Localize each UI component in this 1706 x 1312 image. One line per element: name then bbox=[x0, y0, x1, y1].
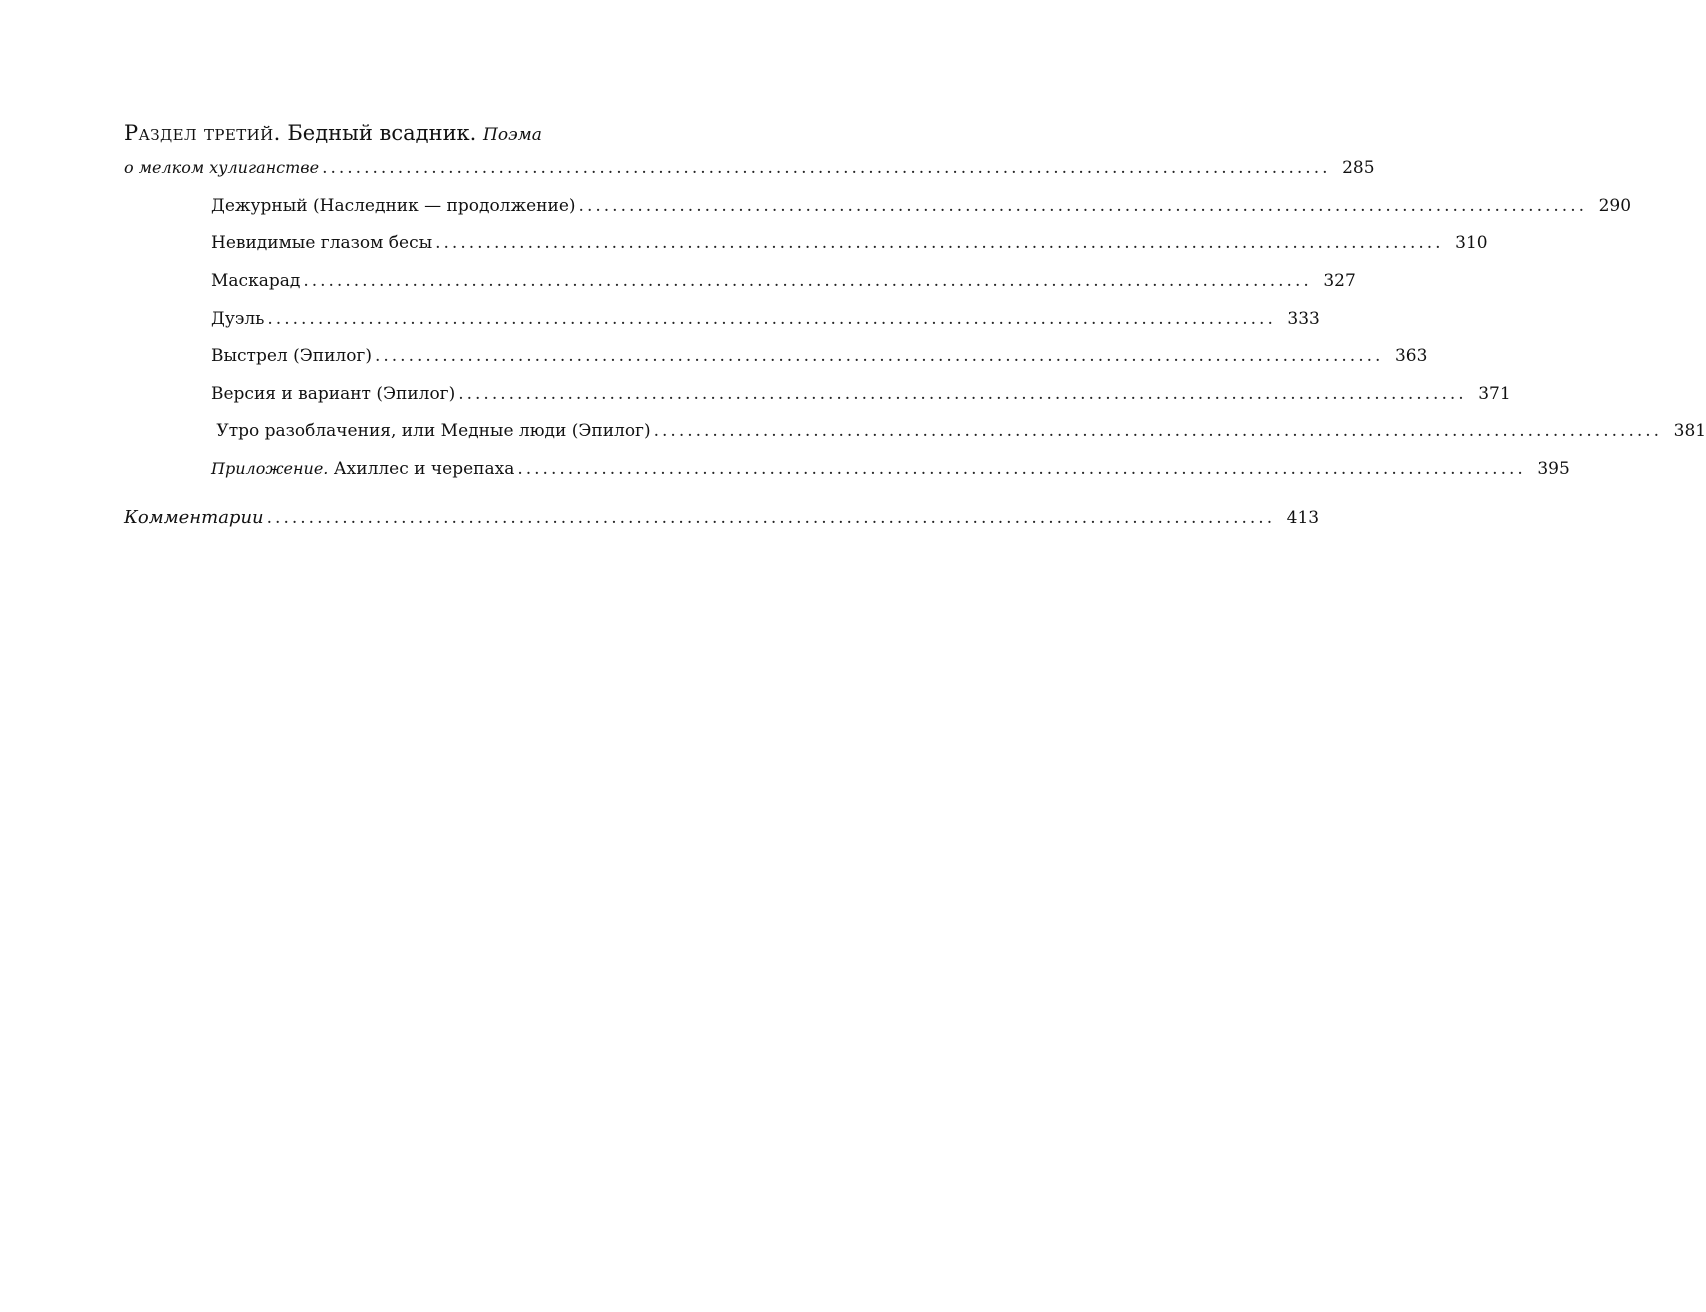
toc-page-number: 310 bbox=[1455, 233, 1488, 253]
toc-entry[interactable] bbox=[211, 193, 1632, 219]
toc-page-number: 381 bbox=[1673, 421, 1706, 441]
toc-entry-title bbox=[211, 456, 514, 482]
leader-dots: ........................................................................................................................ bbox=[517, 459, 1526, 479]
leader-dots: ........................................................................................................................ bbox=[653, 421, 1663, 441]
section-title: Бедный всадник. bbox=[287, 121, 477, 145]
toc-entry-subtitle-continuation[interactable] bbox=[124, 155, 1375, 181]
toc-entry[interactable] bbox=[211, 381, 1511, 407]
toc-page-number: 333 bbox=[1287, 309, 1320, 329]
toc-page-number: 285 bbox=[1342, 158, 1375, 178]
section-heading bbox=[124, 118, 744, 150]
toc-entry-title: Маскарад bbox=[211, 271, 301, 291]
section-subtitle: Поэма bbox=[483, 125, 542, 145]
toc-entry-title: Комментарии bbox=[124, 507, 264, 528]
toc-page-number: 413 bbox=[1286, 508, 1320, 528]
toc-page-number: 363 bbox=[1394, 346, 1428, 366]
toc-entry-title: Дежурный (Наследник — продолжение) bbox=[211, 196, 576, 216]
toc-entry-title: Невидимые глазом бесы bbox=[211, 233, 433, 253]
toc-entry-title: Дуэль bbox=[211, 309, 265, 329]
toc-page-number: 395 bbox=[1537, 459, 1570, 479]
toc-entry[interactable] bbox=[211, 268, 1356, 294]
leader-dots: ........................................................................................................................ bbox=[267, 309, 1276, 329]
leader-dots: ........................................................................................................................ bbox=[266, 508, 1276, 528]
toc-entry[interactable] bbox=[211, 306, 1320, 332]
toc-page-number: 290 bbox=[1598, 196, 1632, 216]
toc-entry-appendix[interactable] bbox=[211, 456, 1570, 482]
toc-entry-title: Выстрел (Эпилог) bbox=[211, 346, 372, 366]
leader-dots: ........................................................................................................................ bbox=[578, 196, 1588, 216]
toc-page-number: 371 bbox=[1478, 384, 1511, 404]
section-prefix: Раздел третий. bbox=[124, 121, 281, 145]
toc-entry-title: Версия и вариант (Эпилог) bbox=[211, 384, 456, 404]
leader-dots: ........................................................................................................................ bbox=[303, 271, 1312, 291]
leader-dots: ........................................................................................................................ bbox=[374, 346, 1384, 366]
toc-entry-commentary[interactable] bbox=[124, 505, 1320, 531]
appendix-title: Ахиллес и черепаха bbox=[333, 459, 515, 479]
leader-dots: ........................................................................................................................ bbox=[458, 384, 1467, 404]
toc-entry-title: Утро разоблачения, или Медные люди (Эпилог) bbox=[211, 421, 651, 441]
toc-entry[interactable] bbox=[211, 230, 1488, 256]
leader-dots: ........................................................................................................................ bbox=[435, 233, 1444, 253]
toc-page-number: 327 bbox=[1323, 271, 1356, 291]
leader-dots: ........................................................................................................................ bbox=[322, 158, 1331, 178]
toc-entry[interactable] bbox=[211, 343, 1428, 369]
toc-entry-title: о мелком хулиганстве bbox=[124, 158, 320, 177]
toc-entry[interactable] bbox=[211, 418, 1706, 444]
appendix-label: Приложение. bbox=[211, 459, 329, 478]
